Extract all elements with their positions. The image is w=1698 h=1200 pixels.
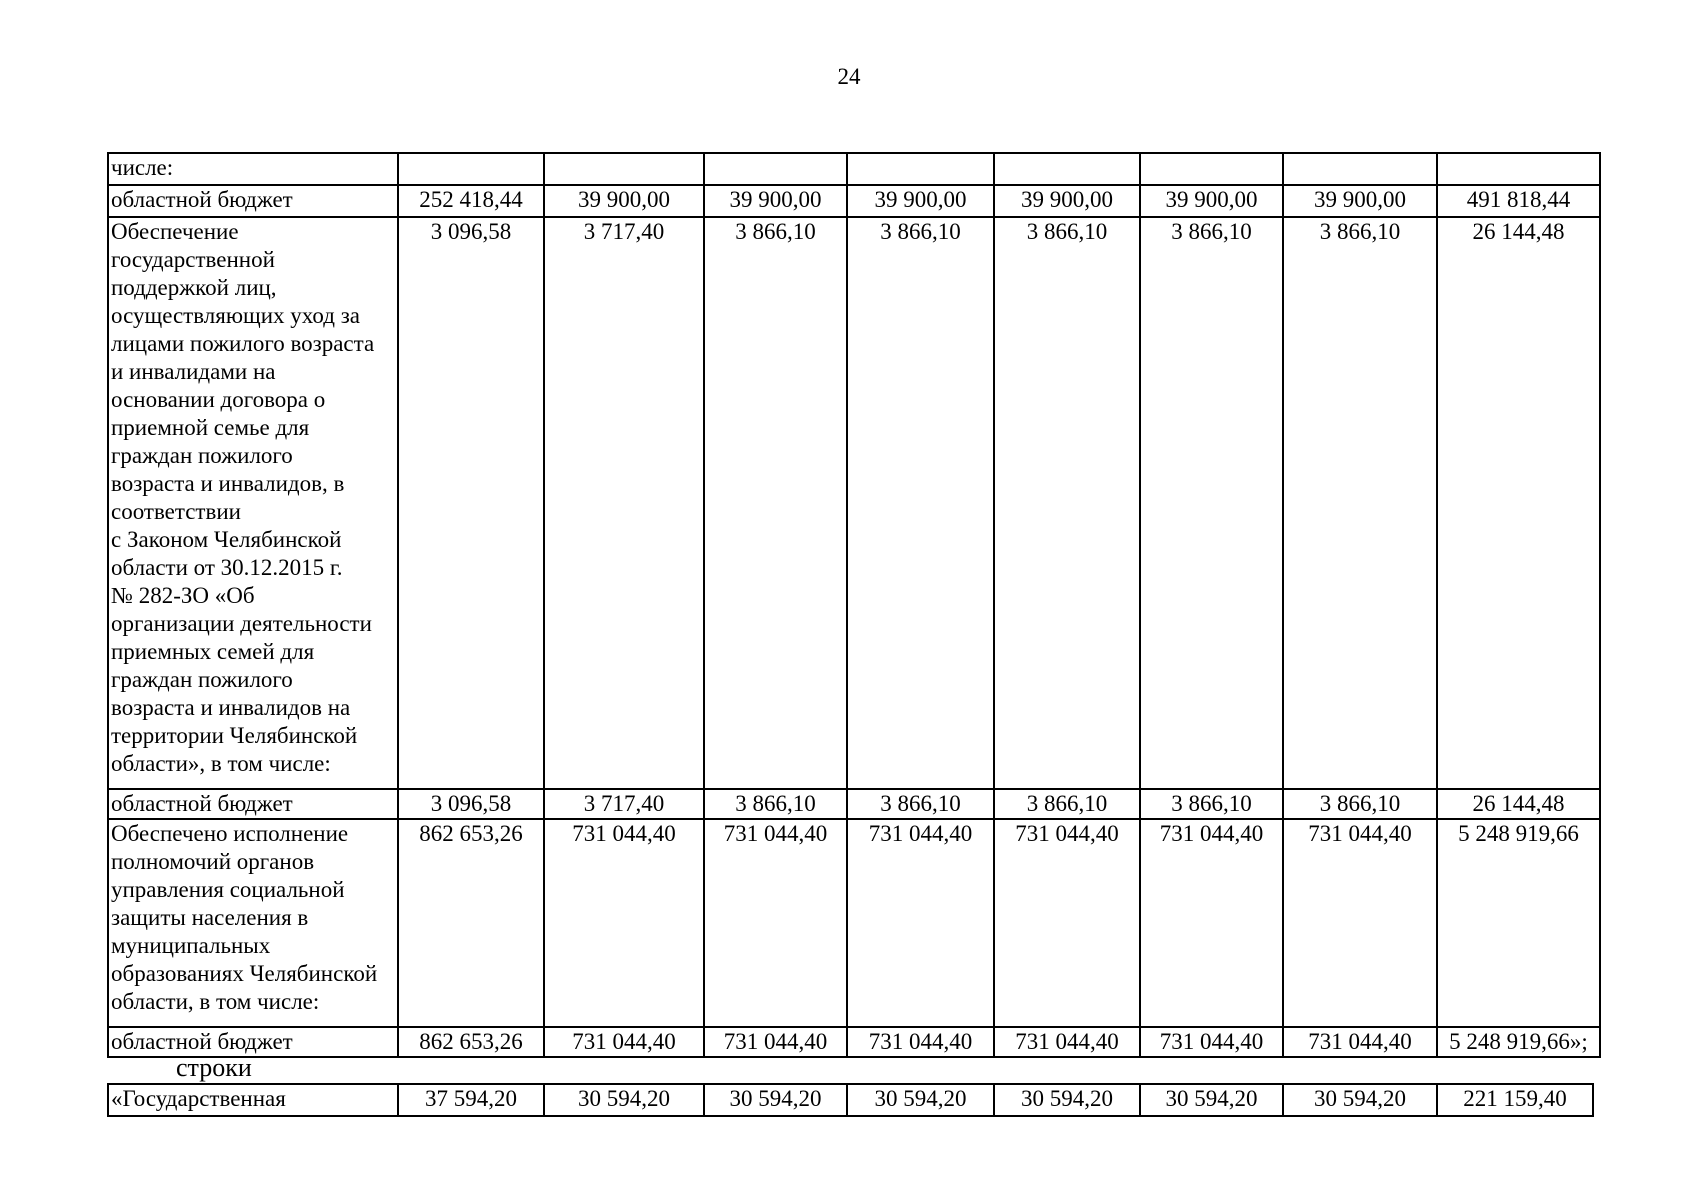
value-cell: 3 717,40 xyxy=(544,217,704,789)
row-label: числе: xyxy=(108,153,398,185)
value-cell: 3 866,10 xyxy=(994,217,1140,789)
table-row xyxy=(108,1027,1600,1057)
value-cell xyxy=(1140,153,1283,185)
value-cell: 3 096,58 xyxy=(398,217,544,789)
value-cell: 731 044,40 xyxy=(1283,1027,1437,1057)
value-cell: 3 866,10 xyxy=(704,217,847,789)
value-cell: 30 594,20 xyxy=(1283,1084,1437,1116)
table-row xyxy=(108,789,1600,819)
value-cell: 731 044,40 xyxy=(1140,819,1283,1027)
value-cell: 3 717,40 xyxy=(544,789,704,819)
row-label: Обеспечено исполнение полномочий органов управления социальной защиты населения в муниципальных образованиях Челябинской области, в том числе: xyxy=(108,819,398,1027)
value-cell xyxy=(1283,153,1437,185)
value-cell: 731 044,40 xyxy=(544,819,704,1027)
value-cell: 3 866,10 xyxy=(1283,217,1437,789)
value-cell xyxy=(544,153,704,185)
value-cell xyxy=(398,153,544,185)
value-cell: 731 044,40 xyxy=(1140,1027,1283,1057)
value-cell: 731 044,40 xyxy=(544,1027,704,1057)
value-cell: 731 044,40 xyxy=(704,819,847,1027)
value-cell: 39 900,00 xyxy=(544,185,704,217)
page-number: 24 xyxy=(837,64,861,89)
value-cell: 731 044,40 xyxy=(704,1027,847,1057)
table-row xyxy=(108,217,1600,789)
total-cell: 221 159,40 xyxy=(1437,1084,1593,1116)
continuation-table xyxy=(107,1083,1594,1117)
value-cell: 3 096,58 xyxy=(398,789,544,819)
value-cell: 3 866,10 xyxy=(704,789,847,819)
value-cell: 39 900,00 xyxy=(704,185,847,217)
value-cell: 862 653,26 xyxy=(398,1027,544,1057)
caption-text: строки xyxy=(176,1053,252,1082)
value-cell: 30 594,20 xyxy=(1140,1084,1283,1116)
total-cell: 26 144,48 xyxy=(1437,789,1600,819)
value-cell: 3 866,10 xyxy=(994,789,1140,819)
value-cell: 30 594,20 xyxy=(544,1084,704,1116)
value-cell: 30 594,20 xyxy=(704,1084,847,1116)
value-cell: 252 418,44 xyxy=(398,185,544,217)
table-row xyxy=(108,1084,1593,1116)
row-label: областной бюджет xyxy=(108,1027,398,1057)
value-cell: 731 044,40 xyxy=(1283,819,1437,1027)
value-cell: 30 594,20 xyxy=(847,1084,994,1116)
value-cell: 3 866,10 xyxy=(1140,789,1283,819)
value-cell: 731 044,40 xyxy=(994,819,1140,1027)
value-cell: 3 866,10 xyxy=(847,789,994,819)
value-cell xyxy=(847,153,994,185)
total-cell: 491 818,44 xyxy=(1437,185,1600,217)
row-label: областной бюджет xyxy=(108,185,398,217)
row-label: областной бюджет xyxy=(108,789,398,819)
value-cell: 862 653,26 xyxy=(398,819,544,1027)
value-cell: 39 900,00 xyxy=(994,185,1140,217)
value-cell: 3 866,10 xyxy=(1140,217,1283,789)
value-cell: 39 900,00 xyxy=(1140,185,1283,217)
value-cell: 39 900,00 xyxy=(1283,185,1437,217)
budget-table xyxy=(107,152,1601,1058)
value-cell: 3 866,10 xyxy=(1283,789,1437,819)
value-cell: 731 044,40 xyxy=(847,1027,994,1057)
value-cell xyxy=(994,153,1140,185)
value-cell: 39 900,00 xyxy=(847,185,994,217)
value-cell: 731 044,40 xyxy=(994,1027,1140,1057)
total-cell: 5 248 919,66 xyxy=(1437,819,1600,1027)
table-row xyxy=(108,819,1600,1027)
row-label: Обеспечение государственной поддержкой лиц, осуществляющих уход за лицами пожилого возраста и инвалидами на основании договора о приемной семье для граждан пожилого возраста и инвалидов, в соответствии с Законом Челябинской области от 30.12.2015 г. № 282-ЗО «Об организации деятельности приемных семей для граждан пожилого возраста и инвалидов на территории Челябинской области», в том числе: xyxy=(108,217,398,789)
table-row xyxy=(108,153,1600,185)
total-cell: 26 144,48 xyxy=(1437,217,1600,789)
total-cell: 5 248 919,66»; xyxy=(1437,1027,1600,1057)
table-row xyxy=(108,185,1600,217)
value-cell: 731 044,40 xyxy=(847,819,994,1027)
value-cell xyxy=(704,153,847,185)
value-cell: 37 594,20 xyxy=(398,1084,544,1116)
value-cell: 3 866,10 xyxy=(847,217,994,789)
total-cell xyxy=(1437,153,1600,185)
row-label: «Государственная xyxy=(108,1084,398,1116)
value-cell: 30 594,20 xyxy=(994,1084,1140,1116)
